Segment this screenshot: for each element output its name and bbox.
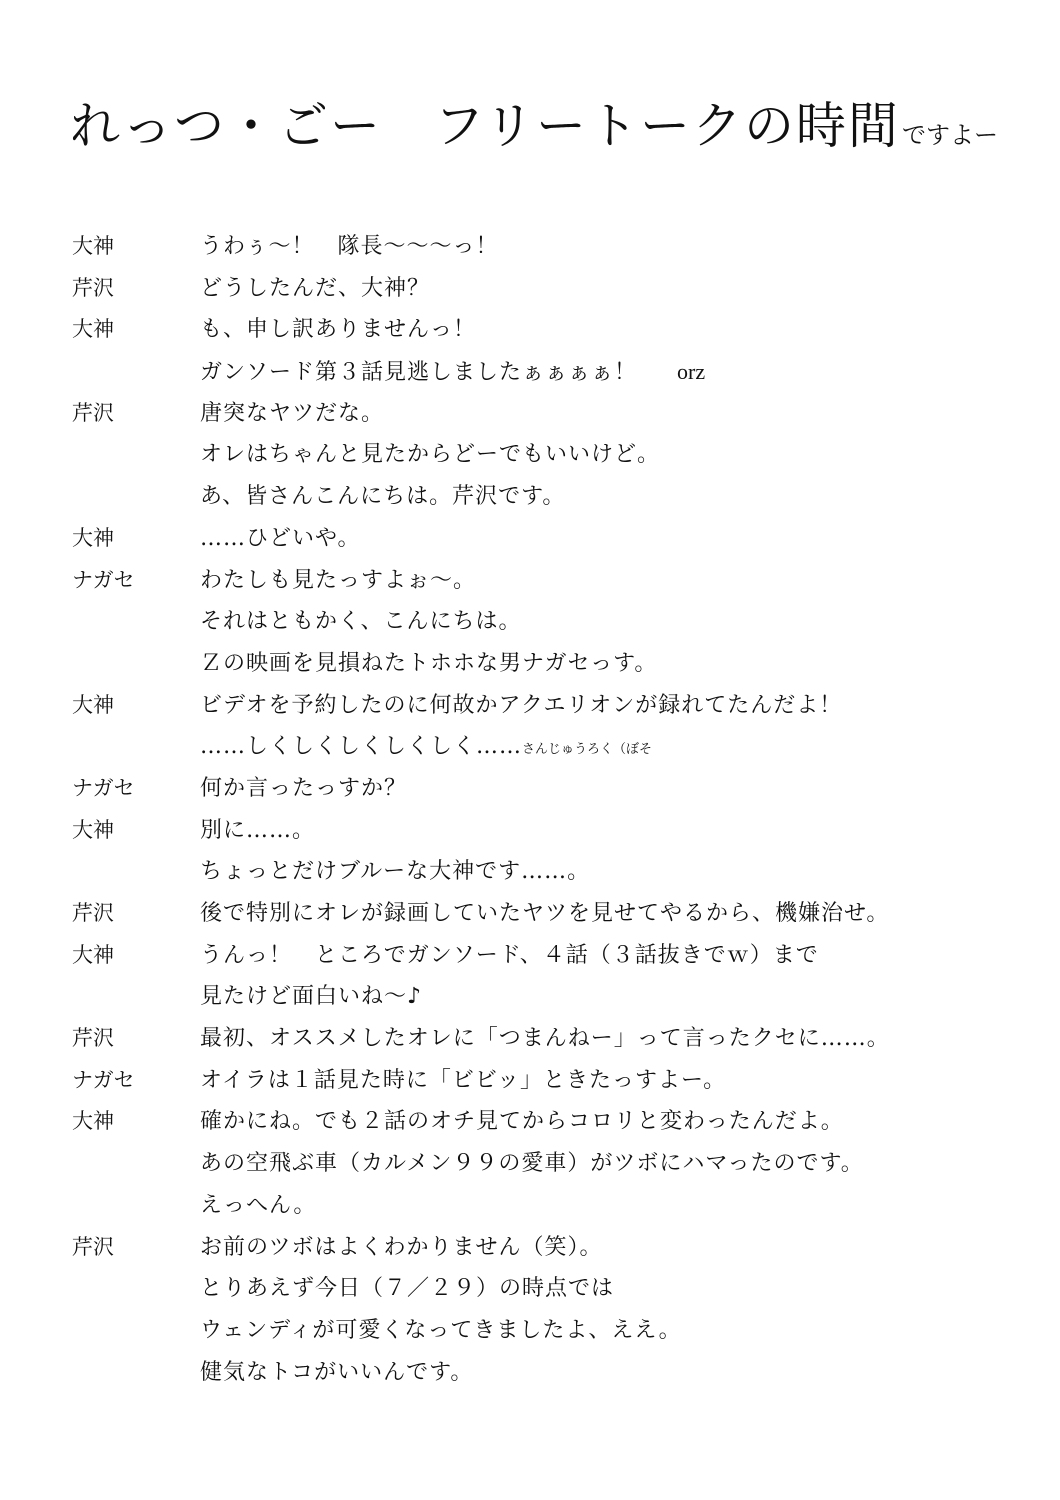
dialogue-line: [72, 518, 1032, 560]
line-text: オイラは１話見た時に「ビビッ」ときたっすよー。: [200, 1067, 727, 1093]
dialogue-line: [72, 434, 1032, 476]
line-text: 確かにね。でも２話のオチ見てからコロリと変わったんだよ。: [200, 1109, 844, 1135]
dialogue-line: [72, 893, 1032, 935]
speaker-name: 大神: [72, 525, 114, 550]
dialogue-line: [72, 601, 1032, 643]
dialogue-line: [72, 1018, 1032, 1060]
speaker-name: 大神: [72, 317, 114, 342]
speaker-name: ナガセ: [72, 567, 135, 592]
line-aside: さんじゅうろく（ぼそ: [522, 742, 653, 758]
dialogue-line: [72, 476, 1032, 518]
line-extra: orz: [677, 359, 706, 385]
speaker-name: ナガセ: [72, 1067, 135, 1092]
line-text: 唐突なヤツだな。: [200, 400, 385, 426]
title-main: れっつ・ごー フリートークの時間: [70, 97, 900, 155]
dialogue-line: [72, 560, 1032, 602]
dialogue-line: [72, 226, 1032, 268]
line-text: 何か言ったっすか？: [200, 775, 408, 801]
dialogue-line: [72, 351, 1032, 393]
page-title: [70, 86, 998, 158]
line-text: 最初、オススメしたオレに「つまんねー」って言ったクセに……。: [200, 1026, 890, 1052]
line-text: うわぅ～！ 隊長～～～っ！: [200, 234, 499, 259]
line-text: ウェンディが可愛くなってきましたよ、ええ。: [200, 1317, 682, 1343]
speaker-name: ナガセ: [72, 775, 135, 800]
dialogue-line: [72, 1227, 1032, 1269]
speaker-name: 芹沢: [72, 1026, 114, 1051]
dialogue-line: [72, 1185, 1032, 1227]
dialogue-line: [72, 810, 1032, 852]
dialogue-line: [72, 685, 1032, 727]
line-text-main: ガンソード第３話見逃しましたぁぁぁぁ！: [200, 360, 638, 386]
dialogue-line: [72, 1060, 1032, 1102]
line-text: ビデオを予約したのに何故かアクエリオンが録れてたんだよ！: [200, 692, 843, 718]
dialogue-line: [72, 309, 1032, 351]
dialogue-line: [72, 851, 1032, 893]
speaker-name: 大神: [72, 1109, 114, 1134]
speaker-name: 芹沢: [72, 1234, 114, 1259]
dialogue-line: [72, 1352, 1032, 1394]
dialogue-line: [72, 976, 1032, 1018]
dialogue-line: [72, 1143, 1032, 1185]
speaker-name: 芹沢: [72, 901, 114, 925]
speaker-name: 大神: [72, 234, 114, 258]
line-text: えっへん。: [200, 1192, 317, 1218]
line-text: ……ひどいや。: [200, 525, 361, 551]
dialogue-line: [72, 643, 1032, 685]
line-text: お前のツボはよくわかりません（笑）。: [200, 1234, 603, 1260]
line-text: 見たけど面白いね～♪: [200, 984, 423, 1010]
speaker-name: 大神: [72, 942, 114, 967]
line-text: [200, 351, 1032, 394]
dialogue: [72, 226, 1032, 1393]
line-text: それはともかく、こんにちは。: [200, 609, 522, 635]
line-text: あ、皆さんこんにちは。芹沢です。: [200, 484, 566, 510]
dialogue-line: [72, 1268, 1032, 1310]
line-text: あの空飛ぶ車（カルメン９９の愛車）がツボにハマったのです。: [200, 1151, 864, 1177]
line-text: 別に……。: [200, 817, 316, 843]
line-text: とりあえず今日（７／２９）の時点では: [200, 1276, 615, 1302]
line-text: どうしたんだ、大神？: [200, 275, 431, 301]
line-text: ちょっとだけブルーな大神です……。: [200, 859, 591, 885]
dialogue-line: [72, 768, 1032, 810]
dialogue-line: [72, 268, 1032, 310]
speaker-name: 芹沢: [72, 400, 114, 425]
line-text: オレはちゃんと見たからどーでもいいけど。: [200, 442, 661, 468]
dialogue-line: [72, 1310, 1032, 1352]
dialogue-line: [72, 726, 1032, 768]
speaker-name: 大神: [72, 692, 114, 717]
speaker-name: 芹沢: [72, 275, 114, 300]
line-text: 後で特別にオレが録画していたヤツを見せてやるから、機嫌治せ。: [200, 901, 890, 926]
line-text-main: ……しくしくしくしくしく……: [200, 734, 523, 760]
line-text: Ｚの映画を見損ねたトホホな男ナガセっす。: [200, 650, 658, 676]
title-suffix: ですよー: [902, 121, 998, 149]
speaker-name: 大神: [72, 817, 114, 842]
line-text: わたしも見たっすよぉ～。: [200, 567, 477, 593]
dialogue-line: [72, 1101, 1032, 1143]
dialogue-line: [72, 393, 1032, 435]
line-text: うんっ！ ところでガンソード、４話（３話抜きでｗ）まで: [200, 942, 819, 968]
line-text: も、申し訳ありませんっ！: [200, 317, 477, 343]
dialogue-line: [72, 935, 1032, 977]
line-text: 健気なトコがいいんです。: [200, 1359, 474, 1385]
line-text: [200, 726, 1032, 771]
